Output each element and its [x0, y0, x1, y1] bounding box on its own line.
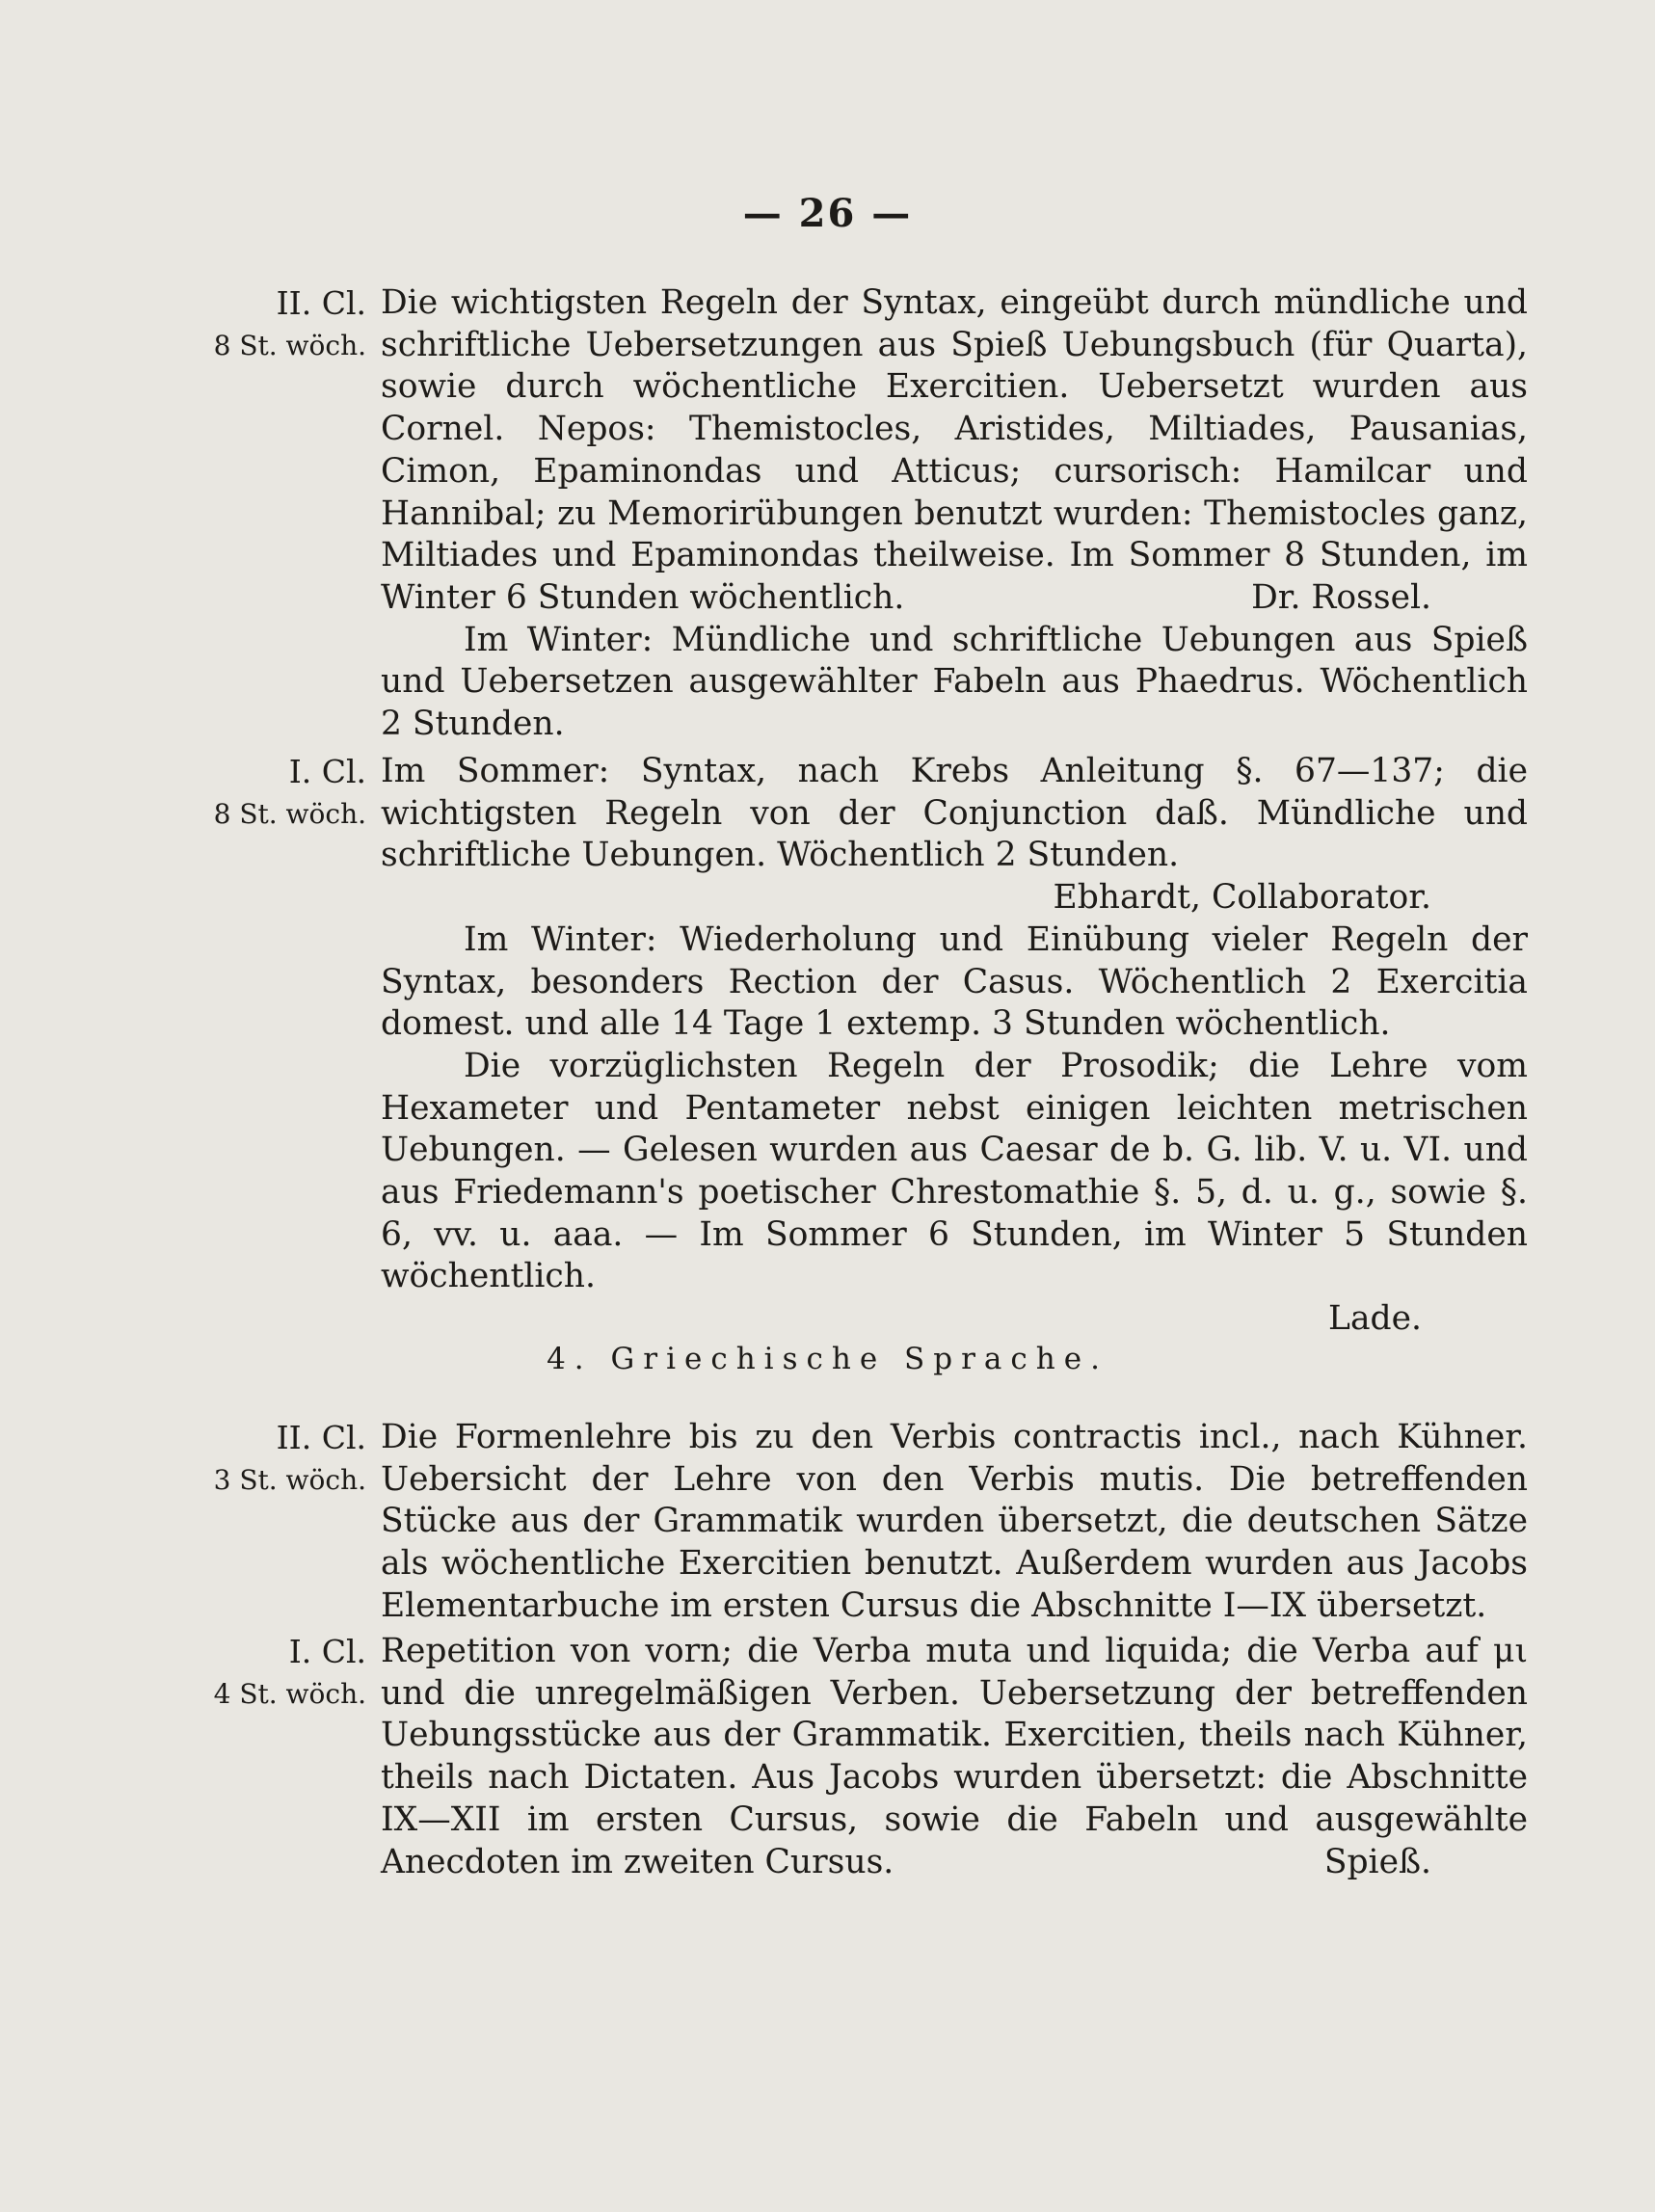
- class-margin: [183, 751, 366, 836]
- prosody-paragraph: Die vorzüglichsten Regeln der Prosodik; die Lehre vom Hexameter und Pentameter nebst einigen leichten metrischen Uebungen. — Gelesen wurden aus Caesar de b. G. lib. V. u. VI. und aus Friedemann's poetischer Chrestomathie §. 5, d. u. g., sowie §. 6, vv. u. aaa. — Im Sommer 6 Stunden, im Winter 5 Stunden wöchentlich.: [381, 1046, 1528, 1296]
- signature: Lade.: [1328, 1299, 1422, 1339]
- summer-paragraph: Im Sommer: Syntax, nach Krebs Anleitung §. 67—137; die wichtigsten Regeln von der Conjunction daß. Mündliche und schriftliche Uebungen. Wöchentlich 2 Stunden.: [381, 752, 1528, 875]
- signature: Ebhardt, Collaborator.: [1053, 878, 1431, 918]
- paragraph: Repetition von vorn; die Verba muta und liquida; die Verba auf μι und die unregelmäßigen Verben. Uebersetzung der betreffenden Uebungsstücke aus der Grammatik. Exercitien, theils nach Kühner, theils nach Dictaten. Aus Jacobs wurden übersetzt: die Abschnitte IX—XII im ersten Cursus, sowie die Fabeln und ausgewählte Anecdoten im zweiten Cursus.: [381, 1632, 1528, 1881]
- class-margin: [183, 282, 366, 367]
- paragraph: Die wichtigsten Regeln der Syntax, eingeübt durch mündliche und schriftliche Uebersetzungen aus Spieß Uebungsbuch (für Quarta), sowie durch wöchentliche Exercitien. Uebersetzt wurden aus Cornel. Nepos: Themistocles, Aristides, Miltiades, Pausanias, Cimon, Epaminondas und Atticus; cursorisch: Hamilcar und Hannibal; zu Memorirübungen benutzt wurden: Themistocles ganz, Miltiades und Epaminondas theilweise. Im Sommer 8 Stunden, im Winter 6 Stunden wöchentlich.: [381, 283, 1528, 617]
- class-body: [381, 1631, 1528, 1883]
- class-hours: 4 St. wöch.: [213, 1678, 366, 1710]
- class-label: II. Cl.: [276, 284, 366, 322]
- class-label: I. Cl.: [288, 753, 366, 790]
- class-hours: 8 St. wöch.: [213, 330, 366, 361]
- winter-paragraph: Im Winter: Mündliche und schriftliche Uebungen aus Spieß und Uebersetzen ausgewählter Fabeln aus Phaedrus. Wöchentlich 2 Stunden.: [381, 620, 1528, 744]
- winter-paragraph: Im Winter: Wiederholung und Einübung vieler Regeln der Syntax, besonders Rection der Casus. Wöchentlich 2 Exercitia domest. und alle 14 Tage 1 extemp. 3 Stunden wöchentlich.: [381, 919, 1528, 1044]
- class-body: [381, 1417, 1528, 1628]
- signature: Spieß.: [1323, 1842, 1431, 1881]
- class-margin: [183, 1417, 366, 1502]
- class-label: I. Cl.: [288, 1633, 366, 1670]
- class-body: [381, 282, 1528, 746]
- class-margin: [183, 1631, 366, 1716]
- section-heading: 4. Griechische Sprache.: [547, 1342, 1108, 1376]
- class-label: II. Cl.: [276, 1419, 366, 1456]
- paragraph: Die Formenlehre bis zu den Verbis contractis incl., nach Kühner. Uebersicht der Lehre von den Verbis mutis. Die betreffenden Stücke aus der Grammatik wurden übersetzt, die deutschen Sätze als wöchentliche Exercitien benutzt. Außerdem wurden aus Jacobs Elementarbuche im ersten Cursus die Abschnitte I—IX übersetzt.: [381, 1418, 1528, 1625]
- page-number: — 26 —: [742, 191, 913, 236]
- signature: Dr. Rossel.: [1251, 577, 1431, 617]
- class-hours: 8 St. wöch.: [213, 798, 366, 830]
- class-body: [381, 751, 1528, 1341]
- class-hours: 3 St. wöch.: [213, 1464, 366, 1496]
